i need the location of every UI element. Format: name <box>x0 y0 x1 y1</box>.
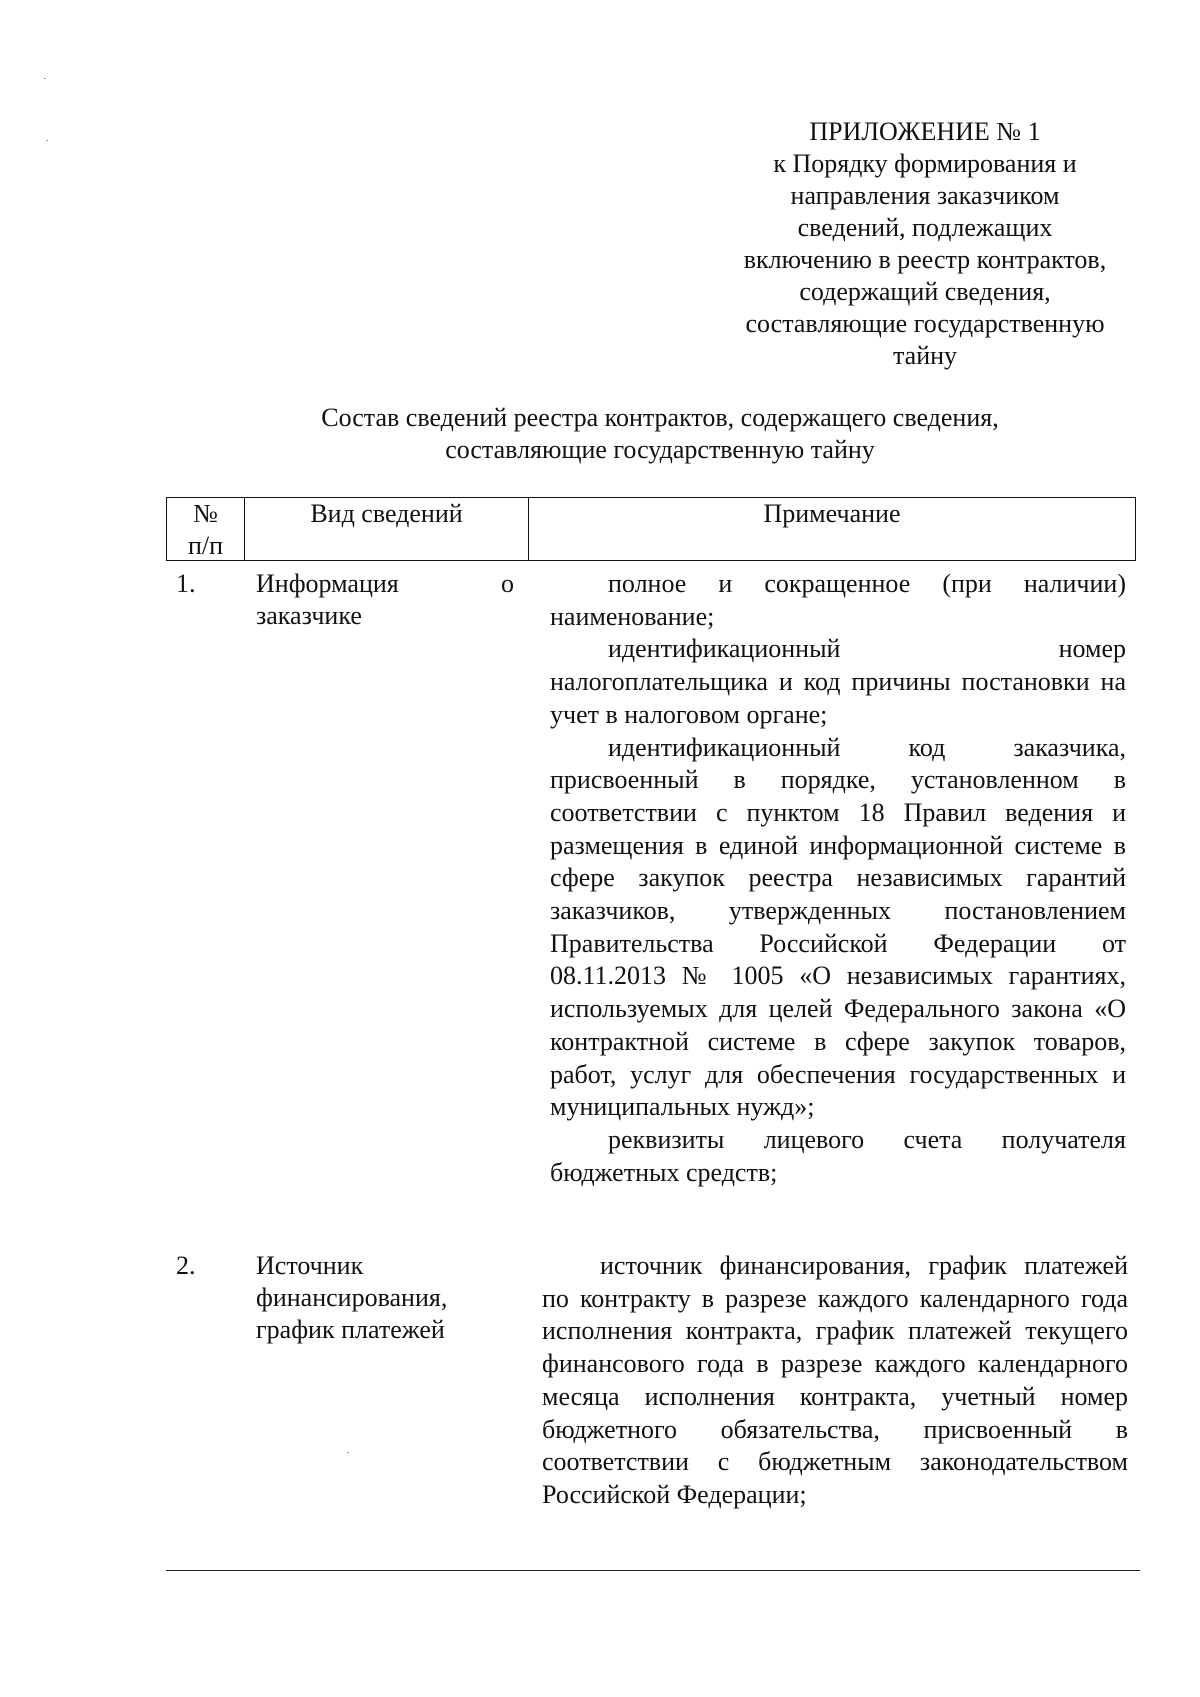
header-kind-label: Вид сведений <box>310 499 463 528</box>
header-number-abbrev: п/п <box>187 531 224 560</box>
appendix-line: содержащий сведения, <box>799 277 1051 306</box>
appendix-line: включению в реестр контрактов, <box>743 245 1107 274</box>
header-kind-cell <box>245 498 529 560</box>
scan-speck <box>347 1452 349 1453</box>
row-2-kind <box>256 1250 514 1346</box>
row-1-note-paragraph: реквизиты лицевого счета получателя бюджетных средств; <box>550 1124 1126 1187</box>
appendix-line: ПРИЛОЖЕНИЕ № 1 <box>809 117 1041 146</box>
row-1-note <box>550 568 1126 1189</box>
row-1-note-paragraph: идентификационный код заказчика, присвоенный в порядке, установленном в соответствии с пунктом 18 Правил ведения и размещения в единой информационной системе в сфере закупок реестра независимых гарантий заказчиков, утвержденных постановлением Правительства Российской Федерации от 08.11.2013 № 1005 «О независимых гарантиях, используемых для целей Федерального закона «О контрактной системе в сфере закупок товаров, работ, услуг для обеспечения государственных и муниципальных нужд»; <box>550 732 1126 1122</box>
row-1-kind-word: Информация <box>256 569 399 598</box>
scan-speck <box>46 140 48 141</box>
row-2-kind-line: Источник <box>256 1251 364 1280</box>
row-2-note-paragraph: источник финансирования, график платежей по контракту в разрезе каждого календарного года исполнения контракта, график платежей текущего финансового года в разрезе каждого календарного месяца исполнения контракта, учетный номер бюджетного обязательства, присвоенный в соответствии с бюджетным законодательством Российской Федерации; <box>542 1251 1128 1509</box>
header-number-symbol: № <box>193 499 218 528</box>
appendix-line: составляющие государственную <box>745 309 1105 338</box>
row-1-kind-word: о <box>501 569 514 598</box>
header-number-cell <box>167 498 245 560</box>
row-1-note-paragraph: полное и сокращенное (при наличии) наименование; <box>550 569 1126 631</box>
row-1-number: 1. <box>176 569 196 598</box>
row-1-kind <box>256 568 514 632</box>
row-2-number: 2. <box>176 1251 196 1280</box>
appendix-line: тайну <box>892 341 958 370</box>
appendix-line: к Порядку формирования и <box>773 149 1077 178</box>
header-note-cell <box>529 498 1135 560</box>
appendix-header <box>690 116 1160 372</box>
row-2-kind-line: график платежей <box>256 1315 445 1344</box>
row-1-note-paragraph: идентификационный номер налогоплательщика и код причины постановки на учет в налоговом органе; <box>550 634 1126 729</box>
scan-speck <box>44 78 46 79</box>
row-2-note <box>542 1250 1128 1512</box>
row-1-kind-line: заказчике <box>256 601 362 630</box>
row-2-kind-line: финансирования, <box>256 1283 448 1312</box>
title-line-2: составляющие государственную тайну <box>445 435 875 464</box>
appendix-line: направления заказчиком <box>790 181 1060 210</box>
table-bottom-rule <box>166 1570 1140 1571</box>
table-header <box>166 497 1136 561</box>
header-note-label: Примечание <box>763 499 901 528</box>
row-1-kind-line <box>256 568 514 600</box>
document-title <box>170 402 1150 466</box>
title-line-1: Состав сведений реестра контрактов, содержащего сведения, <box>321 403 999 432</box>
appendix-line: сведений, подлежащих <box>797 213 1053 242</box>
